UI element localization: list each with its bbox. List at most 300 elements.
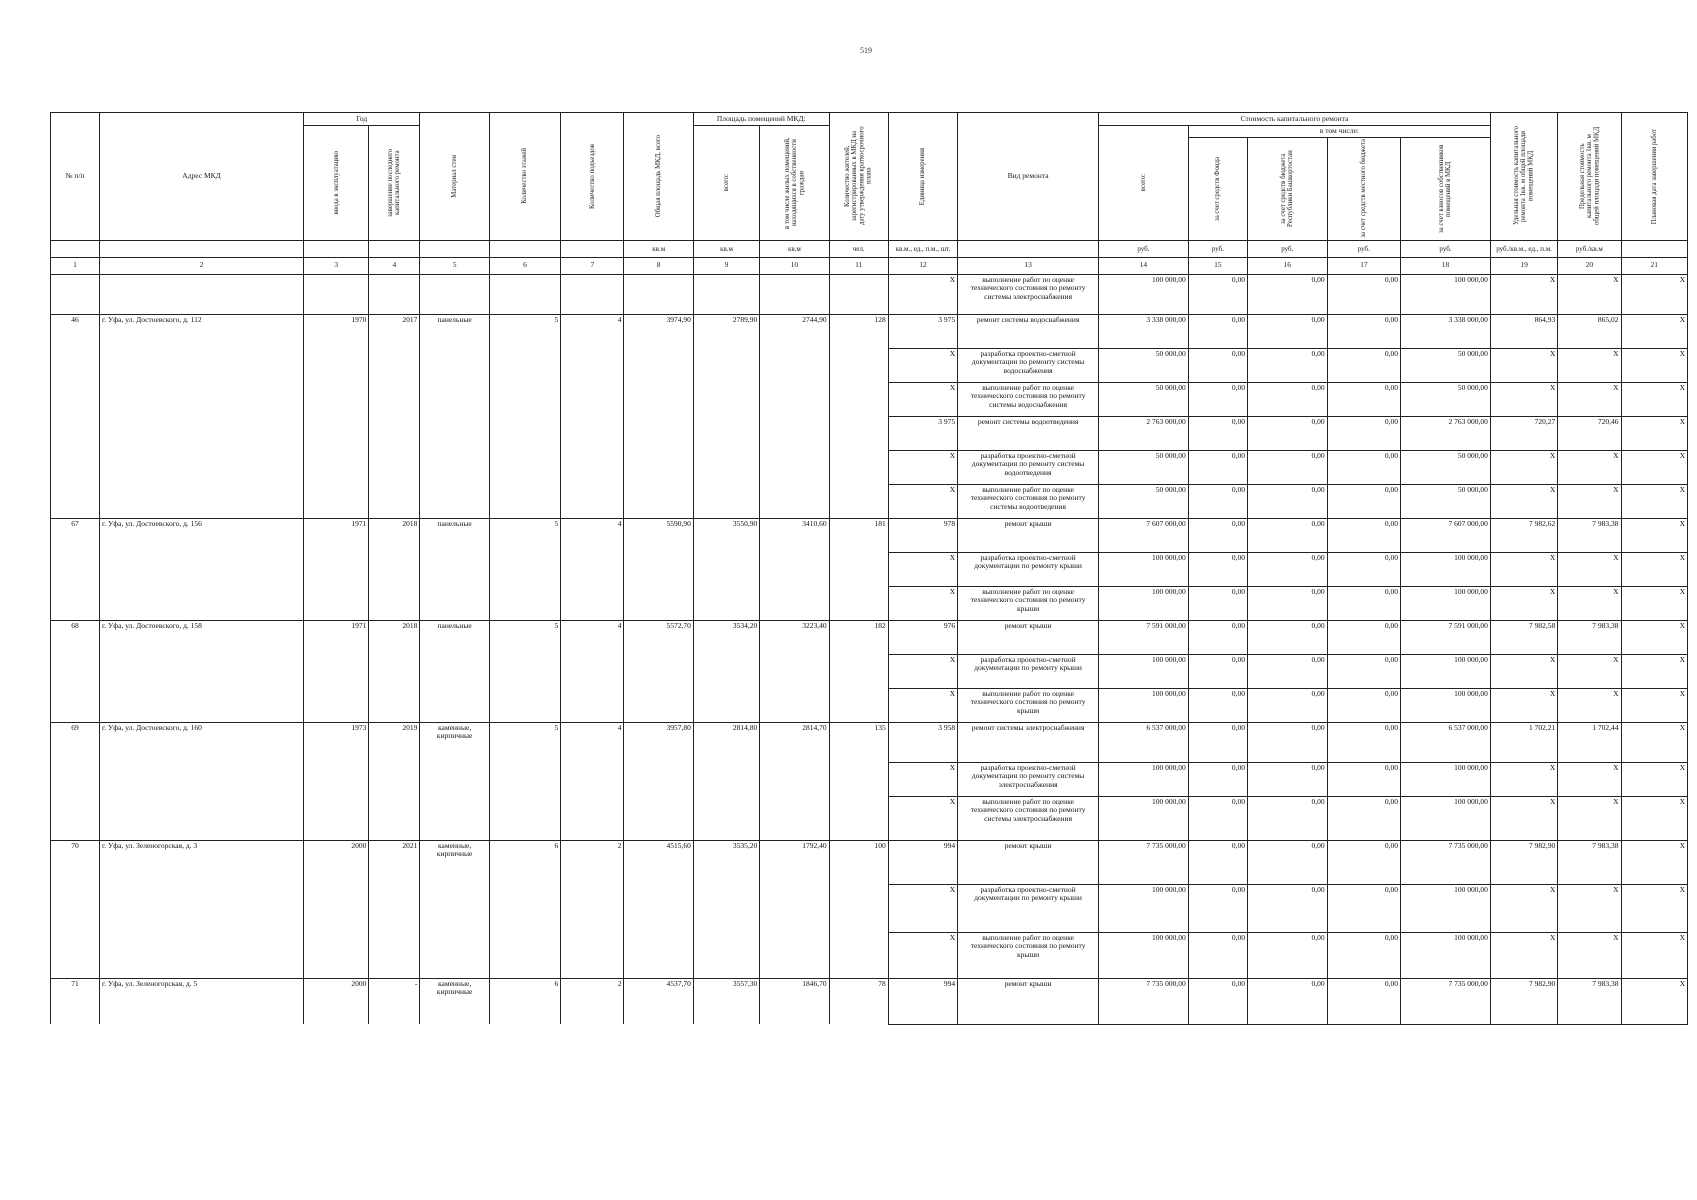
table-cell: 100 000,00 [1099, 274, 1189, 314]
table-cell: 2744,90 [760, 314, 829, 348]
header-cost-group: Стоимость капитального ремонта [1099, 113, 1491, 126]
table-cell [561, 688, 624, 722]
column-number: 3 [304, 257, 369, 274]
table-cell: 7 982,90 [1490, 840, 1557, 884]
table-cell: X [888, 484, 957, 518]
table-cell: 6 537 000,00 [1401, 722, 1491, 762]
table-cell [693, 274, 759, 314]
table-cell [760, 416, 829, 450]
table-cell: X [1621, 518, 1687, 552]
table-cell: 3 958 [888, 722, 957, 762]
table-cell [420, 654, 489, 688]
table-cell [51, 348, 100, 382]
table-cell [693, 762, 759, 796]
table-cell: 0,00 [1188, 518, 1247, 552]
table-cell: 0,00 [1188, 762, 1247, 796]
table-cell: ремонт системы электроснабжения [958, 722, 1099, 762]
table-cell: 0,00 [1247, 884, 1327, 932]
table-cell [99, 274, 303, 314]
table-cell: X [1621, 586, 1687, 620]
table-cell: 978 [888, 518, 957, 552]
table-cell: 2021 [369, 840, 420, 884]
header-address: Адрес МКД [99, 113, 303, 241]
table-cell: X [1490, 348, 1557, 382]
table-cell: 0,00 [1327, 382, 1400, 416]
table-cell [369, 450, 420, 484]
unit-cell: руб. [1099, 240, 1189, 257]
table-cell: X [1621, 796, 1687, 840]
table-cell: 5 [489, 722, 560, 762]
column-number: 1 [51, 257, 100, 274]
table-cell [624, 348, 693, 382]
table-cell: 976 [888, 620, 957, 654]
table-cell [760, 382, 829, 416]
table-cell [304, 416, 369, 450]
table-cell [304, 484, 369, 518]
table-cell: выполнение работ по оценке технического состояния по ремонту системы водоотведения [958, 484, 1099, 518]
table-cell: каменные, кирпичные [420, 722, 489, 762]
table-cell: 100 000,00 [1401, 884, 1491, 932]
table-cell [829, 586, 888, 620]
table-cell [489, 932, 560, 978]
table-cell: 50 000,00 [1099, 348, 1189, 382]
table-cell: 135 [829, 722, 888, 762]
table-cell [624, 884, 693, 932]
table-cell [829, 382, 888, 416]
table-cell: X [1621, 722, 1687, 762]
table-cell: ремонт крыши [958, 978, 1099, 1024]
table-cell: 7 982,90 [1490, 978, 1557, 1024]
table-cell [829, 762, 888, 796]
table-cell [99, 654, 303, 688]
header-year-built: ввода в эксплуатацию [304, 126, 369, 241]
table-cell: 100 000,00 [1099, 552, 1189, 586]
table-cell: X [1621, 884, 1687, 932]
table-cell [624, 586, 693, 620]
table-cell [51, 688, 100, 722]
table-cell [369, 348, 420, 382]
table-cell: 2000 [304, 840, 369, 884]
table-cell: 7 735 000,00 [1099, 978, 1189, 1024]
table-cell: 2 763 000,00 [1099, 416, 1189, 450]
table-cell: X [1490, 654, 1557, 688]
table-cell: 50 000,00 [1401, 450, 1491, 484]
table-cell [420, 884, 489, 932]
table-cell: 2018 [369, 620, 420, 654]
table-cell: 0,00 [1247, 274, 1327, 314]
table-cell [489, 552, 560, 586]
table-cell: 70 [51, 840, 100, 884]
table-cell [51, 450, 100, 484]
table-cell: 7 982,58 [1490, 620, 1557, 654]
table-row [51, 722, 1688, 762]
table-cell: X [888, 762, 957, 796]
table-cell: 0,00 [1188, 654, 1247, 688]
table-cell [489, 484, 560, 518]
table-cell [489, 654, 560, 688]
table-cell: 100 000,00 [1099, 884, 1189, 932]
header-wall-material: Материал стен [420, 113, 489, 241]
header-plan-date: Плановая дата завершения работ [1621, 113, 1687, 241]
table-cell: 5590,90 [624, 518, 693, 552]
table-cell: X [888, 884, 957, 932]
table-cell [693, 348, 759, 382]
table-cell: 7 591 000,00 [1401, 620, 1491, 654]
header-npp: № п/п [51, 113, 100, 241]
table-cell: 0,00 [1327, 654, 1400, 688]
header-repair-type: Вид ремонта [958, 113, 1099, 241]
column-number: 14 [1099, 257, 1189, 274]
table-row [51, 654, 1688, 688]
table-cell: 0,00 [1327, 932, 1400, 978]
table-cell: X [888, 450, 957, 484]
table-cell: 0,00 [1188, 314, 1247, 348]
table-cell: X [888, 654, 957, 688]
table-cell: X [1621, 552, 1687, 586]
unit-cell: руб./кв.м., ед., п.м. [1490, 240, 1557, 257]
table-cell: 50 000,00 [1099, 382, 1189, 416]
table-cell: 2019 [369, 722, 420, 762]
table-cell [489, 416, 560, 450]
table-cell: 7 735 000,00 [1401, 978, 1491, 1024]
table-cell: 1971 [304, 518, 369, 552]
table-cell: разработка проектно-сметной документации по ремонту крыши [958, 884, 1099, 932]
table-cell: X [1558, 484, 1621, 518]
table-cell [420, 416, 489, 450]
table-row [51, 416, 1688, 450]
table-cell [99, 796, 303, 840]
unit-cell: руб. [1247, 240, 1327, 257]
table-cell: 3 338 000,00 [1401, 314, 1491, 348]
unit-cell [369, 240, 420, 257]
table-cell [561, 654, 624, 688]
table-cell: 2789,90 [693, 314, 759, 348]
table-cell: 0,00 [1247, 416, 1327, 450]
column-number: 15 [1188, 257, 1247, 274]
table-cell: X [1558, 654, 1621, 688]
header-year-last-repair: завершение последнего капитального ремонта [369, 126, 420, 241]
table-cell [693, 932, 759, 978]
table-cell [489, 450, 560, 484]
table-cell: 100 000,00 [1099, 586, 1189, 620]
table-cell [760, 654, 829, 688]
table-cell: X [1621, 840, 1687, 884]
table-cell: 7 983,38 [1558, 978, 1621, 1024]
table-cell: 100 000,00 [1401, 688, 1491, 722]
table-cell [624, 796, 693, 840]
table-cell [760, 932, 829, 978]
header-cost-total: всего: [1099, 126, 1189, 241]
table-cell: разработка проектно-сметной документации по ремонту крыши [958, 654, 1099, 688]
table-cell: 3223,40 [760, 620, 829, 654]
table-cell: X [1490, 932, 1557, 978]
table-cell: 3557,30 [693, 978, 759, 1024]
table-cell: 1971 [304, 620, 369, 654]
table-cell [693, 654, 759, 688]
table-cell: 720,46 [1558, 416, 1621, 450]
table-cell: разработка проектно-сметной документации по ремонту системы водоотведения [958, 450, 1099, 484]
table-row [51, 314, 1688, 348]
table-cell: X [1558, 688, 1621, 722]
table-cell [369, 552, 420, 586]
table-cell: 865,02 [1558, 314, 1621, 348]
table-cell: 2 [561, 978, 624, 1024]
table-cell [760, 450, 829, 484]
table-cell [489, 796, 560, 840]
table-cell [561, 450, 624, 484]
unit-cell [489, 240, 560, 257]
table-cell: 69 [51, 722, 100, 762]
table-cell: 0,00 [1247, 796, 1327, 840]
table-cell: X [1621, 274, 1687, 314]
table-cell: 0,00 [1327, 586, 1400, 620]
column-number: 7 [561, 257, 624, 274]
table-cell [304, 688, 369, 722]
table-cell: 2018 [369, 518, 420, 552]
table-cell [304, 586, 369, 620]
table-cell [693, 416, 759, 450]
header-fund: за счет средств Фонда [1188, 137, 1247, 240]
table-cell [369, 382, 420, 416]
table-cell: 0,00 [1327, 978, 1400, 1024]
table-cell: 0,00 [1188, 382, 1247, 416]
table-cell: 5 [489, 620, 560, 654]
table-cell [693, 884, 759, 932]
column-number: 8 [624, 257, 693, 274]
header-limit-cost: Предельная стоимость капитального ремонта 1кв. м общей площади помещений МКД [1558, 113, 1621, 241]
table-cell: 7 983,38 [1558, 840, 1621, 884]
table-cell: X [1558, 274, 1621, 314]
header-total-area: Общая площадь МКД, всего [624, 113, 693, 241]
table-cell: 1 702,21 [1490, 722, 1557, 762]
table-cell: X [1621, 382, 1687, 416]
table-cell: X [1621, 314, 1687, 348]
header-premises-owned: в том числе жилых помещений, находящихся в собственности граждан [760, 126, 829, 241]
table-cell: X [1621, 620, 1687, 654]
table-cell: 100 000,00 [1099, 796, 1189, 840]
table-cell: X [888, 274, 957, 314]
table-cell: 2000 [304, 978, 369, 1024]
column-number: 4 [369, 257, 420, 274]
table-cell: разработка проектно-сметной документации по ремонту системы электроснабжения [958, 762, 1099, 796]
table-cell: 0,00 [1247, 932, 1327, 978]
table-cell [489, 688, 560, 722]
table-cell: 0,00 [1247, 518, 1327, 552]
table-cell: X [1490, 586, 1557, 620]
table-cell [51, 586, 100, 620]
table-cell: X [888, 586, 957, 620]
table-cell: выполнение работ по оценке технического состояния по ремонту крыши [958, 932, 1099, 978]
table-cell: X [1490, 762, 1557, 796]
table-cell: X [1558, 796, 1621, 840]
table-cell [624, 382, 693, 416]
table-cell: X [1621, 348, 1687, 382]
column-number: 21 [1621, 257, 1687, 274]
table-row [51, 450, 1688, 484]
table-cell: X [1621, 654, 1687, 688]
table-cell [760, 586, 829, 620]
table-row [51, 884, 1688, 932]
table-cell [760, 884, 829, 932]
table-cell [304, 762, 369, 796]
table-cell: 100 000,00 [1099, 654, 1189, 688]
table-cell: 50 000,00 [1401, 348, 1491, 382]
table-cell [304, 382, 369, 416]
table-cell [760, 348, 829, 382]
header-floors: Количество этажей [489, 113, 560, 241]
table-cell [51, 654, 100, 688]
table-cell: 0,00 [1188, 416, 1247, 450]
table-row [51, 274, 1688, 314]
header-incl: в том числе: [1188, 126, 1490, 138]
table-cell [420, 348, 489, 382]
table-cell: 2814,70 [760, 722, 829, 762]
table-cell [99, 688, 303, 722]
header-premises-total: всего: [693, 126, 759, 241]
table-cell: каменные, кирпичные [420, 840, 489, 884]
table-cell [420, 688, 489, 722]
table-cell [624, 416, 693, 450]
unit-cell [958, 240, 1099, 257]
table-cell: ремонт крыши [958, 620, 1099, 654]
table-cell [99, 552, 303, 586]
table-cell: 181 [829, 518, 888, 552]
table-cell: выполнение работ по оценке технического состояния по ремонту крыши [958, 688, 1099, 722]
unit-cell: руб./кв.м [1558, 240, 1621, 257]
table-cell: 994 [888, 978, 957, 1024]
table-cell [561, 586, 624, 620]
table-cell [420, 932, 489, 978]
table-cell [624, 762, 693, 796]
table-row [51, 484, 1688, 518]
table-cell: ремонт крыши [958, 840, 1099, 884]
unit-cell: кв.м [624, 240, 693, 257]
header-owners: за счет взносов собственников помещений в МКД [1401, 137, 1491, 240]
table-cell: 100 000,00 [1099, 762, 1189, 796]
column-number: 5 [420, 257, 489, 274]
header-residents: Количество жителей, зарегистрированных в МКД на дату утверждения краткосрочного плана [829, 113, 888, 241]
table-cell: 2 [561, 840, 624, 884]
table-row [51, 978, 1688, 1024]
table-cell: 50 000,00 [1099, 450, 1189, 484]
table-cell: 4 [561, 722, 624, 762]
table-cell [829, 932, 888, 978]
column-number: 13 [958, 257, 1099, 274]
table-cell: 68 [51, 620, 100, 654]
table-cell [489, 274, 560, 314]
table-cell: 0,00 [1247, 484, 1327, 518]
table-cell: X [1558, 586, 1621, 620]
table-cell [693, 552, 759, 586]
table-cell: 0,00 [1188, 796, 1247, 840]
unit-cell: руб. [1327, 240, 1400, 257]
header-year-group: Год [304, 113, 420, 126]
unit-cell [420, 240, 489, 257]
table-cell: 2814,80 [693, 722, 759, 762]
table-cell: X [888, 932, 957, 978]
table-cell [51, 932, 100, 978]
table-cell: 3410,60 [760, 518, 829, 552]
table-cell [489, 382, 560, 416]
table-cell: 3974,90 [624, 314, 693, 348]
table-cell: 0,00 [1188, 586, 1247, 620]
table-cell: 0,00 [1327, 620, 1400, 654]
table-cell [561, 382, 624, 416]
table-cell: 0,00 [1247, 586, 1327, 620]
table-cell [561, 884, 624, 932]
table-cell: 100 000,00 [1401, 762, 1491, 796]
table-cell [829, 348, 888, 382]
table-cell [304, 796, 369, 840]
table-cell: 0,00 [1188, 348, 1247, 382]
table-cell: 1792,40 [760, 840, 829, 884]
unit-cell: руб. [1188, 240, 1247, 257]
table-cell [829, 416, 888, 450]
unit-cell: кв.м [693, 240, 759, 257]
table-cell: 3535,20 [693, 840, 759, 884]
table-cell [489, 348, 560, 382]
table-cell: X [888, 348, 957, 382]
table-cell [420, 796, 489, 840]
table-cell: 0,00 [1247, 620, 1327, 654]
table-cell: 2017 [369, 314, 420, 348]
table-cell [420, 382, 489, 416]
table-cell: 994 [888, 840, 957, 884]
table-cell: 0,00 [1188, 722, 1247, 762]
table-cell: 7 983,38 [1558, 518, 1621, 552]
table-cell: X [1490, 688, 1557, 722]
table-cell [829, 884, 888, 932]
table-cell: 0,00 [1327, 450, 1400, 484]
table-cell: 7 607 000,00 [1401, 518, 1491, 552]
table-cell [420, 586, 489, 620]
table-cell [369, 654, 420, 688]
table-cell: ремонт системы водоотведения [958, 416, 1099, 450]
table-cell: X [1558, 382, 1621, 416]
table-cell: X [888, 552, 957, 586]
table-cell [99, 484, 303, 518]
table-cell [304, 932, 369, 978]
table-cell [624, 654, 693, 688]
table-cell: 0,00 [1327, 552, 1400, 586]
table-cell: 864,93 [1490, 314, 1557, 348]
repair-plan-table [50, 112, 1688, 1025]
table-cell: 0,00 [1327, 796, 1400, 840]
header-measure-unit: Единица измерения [888, 113, 957, 241]
table-row [51, 382, 1688, 416]
table-row [51, 762, 1688, 796]
table-cell [51, 884, 100, 932]
table-cell: X [1621, 762, 1687, 796]
table-cell: 3550,90 [693, 518, 759, 552]
table-cell: 4515,60 [624, 840, 693, 884]
table-cell: г. Уфа, ул. Достоевского, д. 158 [99, 620, 303, 654]
table-cell [369, 274, 420, 314]
table-cell: 0,00 [1247, 314, 1327, 348]
table-cell [829, 796, 888, 840]
column-number: 9 [693, 257, 759, 274]
table-cell [51, 796, 100, 840]
table-cell: X [1490, 382, 1557, 416]
table-cell: 7 591 000,00 [1099, 620, 1189, 654]
table-cell: панельные [420, 314, 489, 348]
table-cell: X [888, 796, 957, 840]
table-cell [99, 348, 303, 382]
table-cell: выполнение работ по оценке технического состояния по ремонту системы электроснабжения [958, 796, 1099, 840]
table-cell: 0,00 [1327, 688, 1400, 722]
table-cell: 720,27 [1490, 416, 1557, 450]
table-cell [760, 762, 829, 796]
